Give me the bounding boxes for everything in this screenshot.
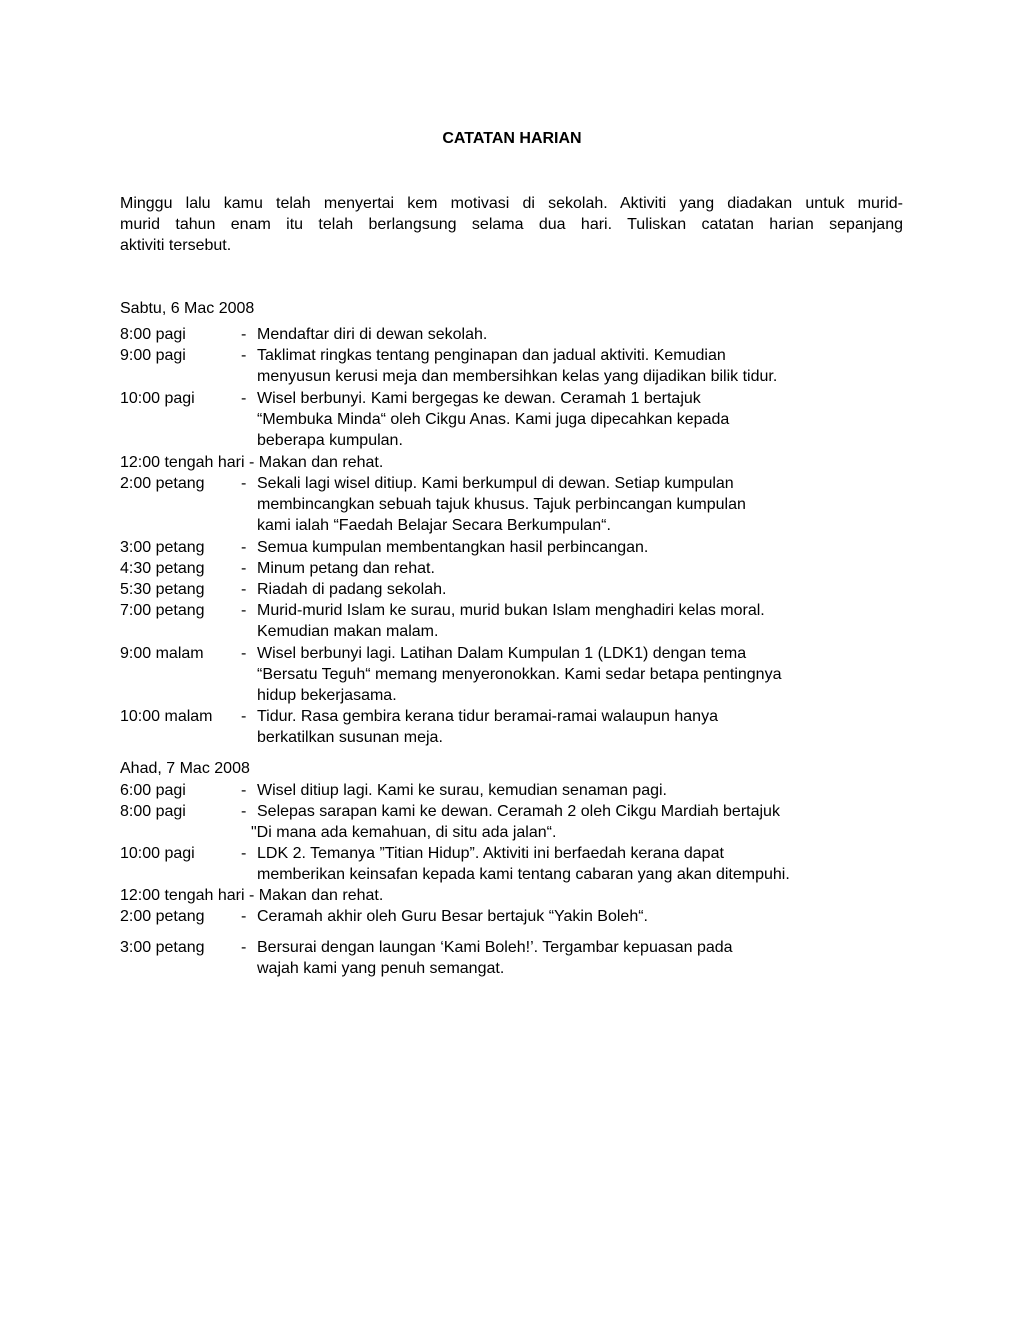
entry-text: Selepas sarapan kami ke dewan. Ceramah 2 oleh Cikgu Mardiah bertajuk [257, 803, 780, 820]
entry-time: 9:00 pagi [120, 347, 186, 364]
entry-time: 3:00 petang [120, 539, 205, 556]
entry-text: Mendaftar diri di dewan sekolah. [257, 326, 488, 343]
entry-time: 12:00 tengah hari - Makan dan rehat. [120, 887, 384, 904]
entry-dash: - [241, 845, 247, 862]
entry-dash: - [241, 645, 247, 662]
entry-time: 12:00 tengah hari - Makan dan rehat. [120, 454, 384, 471]
intro-line: murid tahun enam itu telah berlangsung selama dua hari. Tuliskan catatan harian sepanjang [120, 216, 903, 233]
entry-time: 9:00 malam [120, 645, 204, 662]
entry-dash: - [241, 782, 247, 799]
entry-dash: - [241, 939, 247, 956]
entry-text: Minum petang dan rehat. [257, 560, 435, 577]
entry-time: 2:00 petang [120, 475, 205, 492]
entry-text: Tidur. Rasa gembira kerana tidur beramai-ramai walaupun hanya [257, 708, 718, 725]
entry-time: 5:30 petang [120, 581, 205, 598]
entry-text: LDK 2. Temanya ”Titian Hidup”. Aktiviti ini berfaedah kerana dapat [257, 845, 724, 862]
entry-time: 8:00 pagi [120, 326, 186, 343]
entry-text: menyusun kerusi meja dan membersihkan kelas yang dijadikan bilik tidur. [257, 368, 778, 385]
entry-text: beberapa kumpulan. [257, 432, 403, 449]
entry-time: 6:00 pagi [120, 782, 186, 799]
entry-text: hidup bekerjasama. [257, 687, 397, 704]
entry-dash: - [241, 803, 247, 820]
entry-text: memberikan keinsafan kepada kami tentang cabaran yang akan ditempuhi. [257, 866, 790, 883]
entry-text: Kemudian makan malam. [257, 623, 439, 640]
entry-text: "Di mana ada kemahuan, di situ ada jalan“. [251, 824, 557, 841]
entry-time: 10:00 pagi [120, 845, 195, 862]
entry-time: 10:00 pagi [120, 390, 195, 407]
page-title: CATATAN HARIAN [442, 130, 582, 147]
entry-text: Taklimat ringkas tentang penginapan dan jadual aktiviti. Kemudian [257, 347, 726, 364]
entry-text: berkatilkan susunan meja. [257, 729, 443, 746]
entry-dash: - [241, 326, 247, 343]
entry-text: kami ialah “Faedah Belajar Secara Berkumpulan“. [257, 517, 611, 534]
entry-time: 8:00 pagi [120, 803, 186, 820]
entry-text: Riadah di padang sekolah. [257, 581, 447, 598]
entry-time: 2:00 petang [120, 908, 205, 925]
entry-dash: - [241, 475, 247, 492]
entry-time: 7:00 petang [120, 602, 205, 619]
entry-text: Wisel berbunyi. Kami bergegas ke dewan. Ceramah 1 bertajuk [257, 390, 701, 407]
entry-dash: - [241, 581, 247, 598]
day-heading: Sabtu, 6 Mac 2008 [120, 300, 255, 317]
entry-text: Murid-murid Islam ke surau, murid bukan Islam menghadiri kelas moral. [257, 602, 765, 619]
day-heading: Ahad, 7 Mac 2008 [120, 760, 250, 777]
entry-dash: - [241, 539, 247, 556]
entry-text: Wisel berbunyi lagi. Latihan Dalam Kumpulan 1 (LDK1) dengan tema [257, 645, 747, 662]
entry-text: Wisel ditiup lagi. Kami ke surau, kemudian senaman pagi. [257, 782, 667, 799]
entry-text: membincangkan sebuah tajuk khusus. Tajuk perbincangan kumpulan [257, 496, 746, 513]
entry-dash: - [241, 908, 247, 925]
entry-time: 3:00 petang [120, 939, 205, 956]
intro-line: Minggu lalu kamu telah menyertai kem motivasi di sekolah. Aktiviti yang diadakan untuk murid- [120, 195, 903, 212]
entry-dash: - [241, 708, 247, 725]
entry-text: Sekali lagi wisel ditiup. Kami berkumpul di dewan. Setiap kumpulan [257, 475, 734, 492]
entry-text: “Membuka Minda“ oleh Cikgu Anas. Kami juga dipecahkan kepada [257, 411, 730, 428]
entry-dash: - [241, 602, 247, 619]
entry-text: Ceramah akhir oleh Guru Besar bertajuk “Yakin Boleh“. [257, 908, 648, 925]
entry-time: 4:30 petang [120, 560, 205, 577]
intro-line: aktiviti tersebut. [120, 237, 232, 254]
entry-dash: - [241, 347, 247, 364]
entry-dash: - [241, 390, 247, 407]
entry-text: wajah kami yang penuh semangat. [257, 960, 505, 977]
entry-text: Semua kumpulan membentangkan hasil perbincangan. [257, 539, 649, 556]
entry-text: Bersurai dengan laungan ‘Kami Boleh!’. Tergambar kepuasan pada [257, 939, 733, 956]
intro-paragraph [120, 193, 903, 256]
entry-text: “Bersatu Teguh“ memang menyeronokkan. Kami sedar betapa pentingnya [257, 666, 782, 683]
entry-time: 10:00 malam [120, 708, 213, 725]
entry-dash: - [241, 560, 247, 577]
